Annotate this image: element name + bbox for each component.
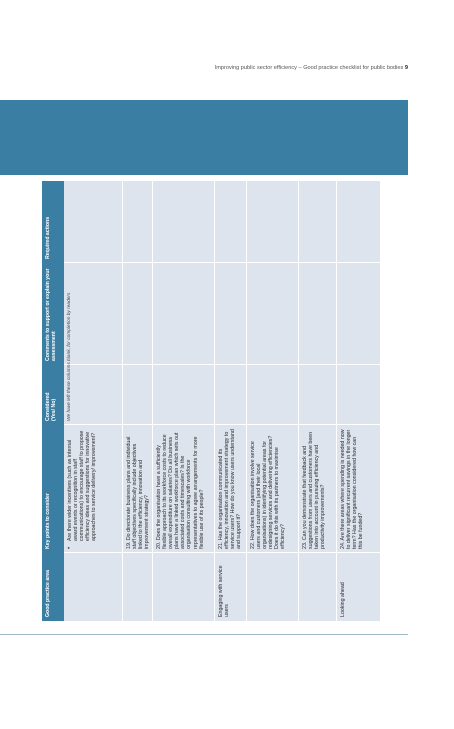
col-comments: Comments to support or explain your assessment [45,268,57,361]
col-good-practice-area: Good practice area [45,570,51,617]
row-divider [152,181,153,621]
key-point-20: 20. Does the organisation have a sufficiently flexible approach to its workforce costs to reduce overall expenditure on salaries? Do all business plans have a linked workforce plan which sets out associated costs and timescales? Is the organisation consulting with workforce representatives to agree arrangements for more flexible use of its people? [156,432,205,549]
key-point-21: 21. Has the organisation communicated its efficiency, innovation and improvement strategy to service users? How do you know users understand and support it? [218,429,243,549]
row-divider [336,181,337,621]
key-point-bullet: Are there wider incentives (such as internal award events or recognition in staff communications) to encourage staff to propose efficiency ideas and suggestions for innovative approaches to service delivery/ improvement? [67,430,98,541]
column-divider [64,424,380,425]
table-header [42,181,64,621]
row-divider [298,181,299,621]
column-divider [64,262,380,263]
key-point-23: 23. Can you demonstrate that feedback and suggestions from users and customers have been taken into account in pursuing efficiency and productivity improvements? [302,431,327,549]
row-divider [214,181,215,621]
area-engaging-service-users: Engaging with service users [218,565,231,617]
column-divider [64,552,380,553]
col-key-points: Key points to consider [45,493,51,549]
col-required-actions: Required actions [45,216,51,259]
blank-columns-note: We have left these columns blank, for completion by readers [67,292,72,421]
key-point-24: 24. Are there areas where spending is needed now to deliver significant recurrent savings in the longer term? Has the organisation considered how can this be funded? [340,429,365,549]
blue-header-band [0,100,408,175]
page-number: 9 [404,65,408,71]
col-considered: Considered (Yes/ No) [45,392,57,421]
bottom-rule [0,634,408,635]
bullet-dot: • [67,546,73,549]
column-divider [64,364,380,365]
checklist-table [42,181,380,621]
header-title: Improving public sector efficiency – Good practice checklist for public bodies [214,65,404,71]
row-divider [246,181,247,621]
area-looking-ahead: Looking ahead [340,582,346,617]
key-point-22: 22. How does the organisation involve service users and customers (and their local organisations) in identifying potential areas for redesigning services and delivering efficiencies? Does it do this with its partners to maximise efficiency? [250,435,287,549]
row-divider [122,181,123,621]
key-point-19: 19. Do directorate business plans and individual staff objectives specifically include objectives linked to the efficiency, innovation and improvement strategy? [126,436,151,549]
running-header [215,65,408,71]
